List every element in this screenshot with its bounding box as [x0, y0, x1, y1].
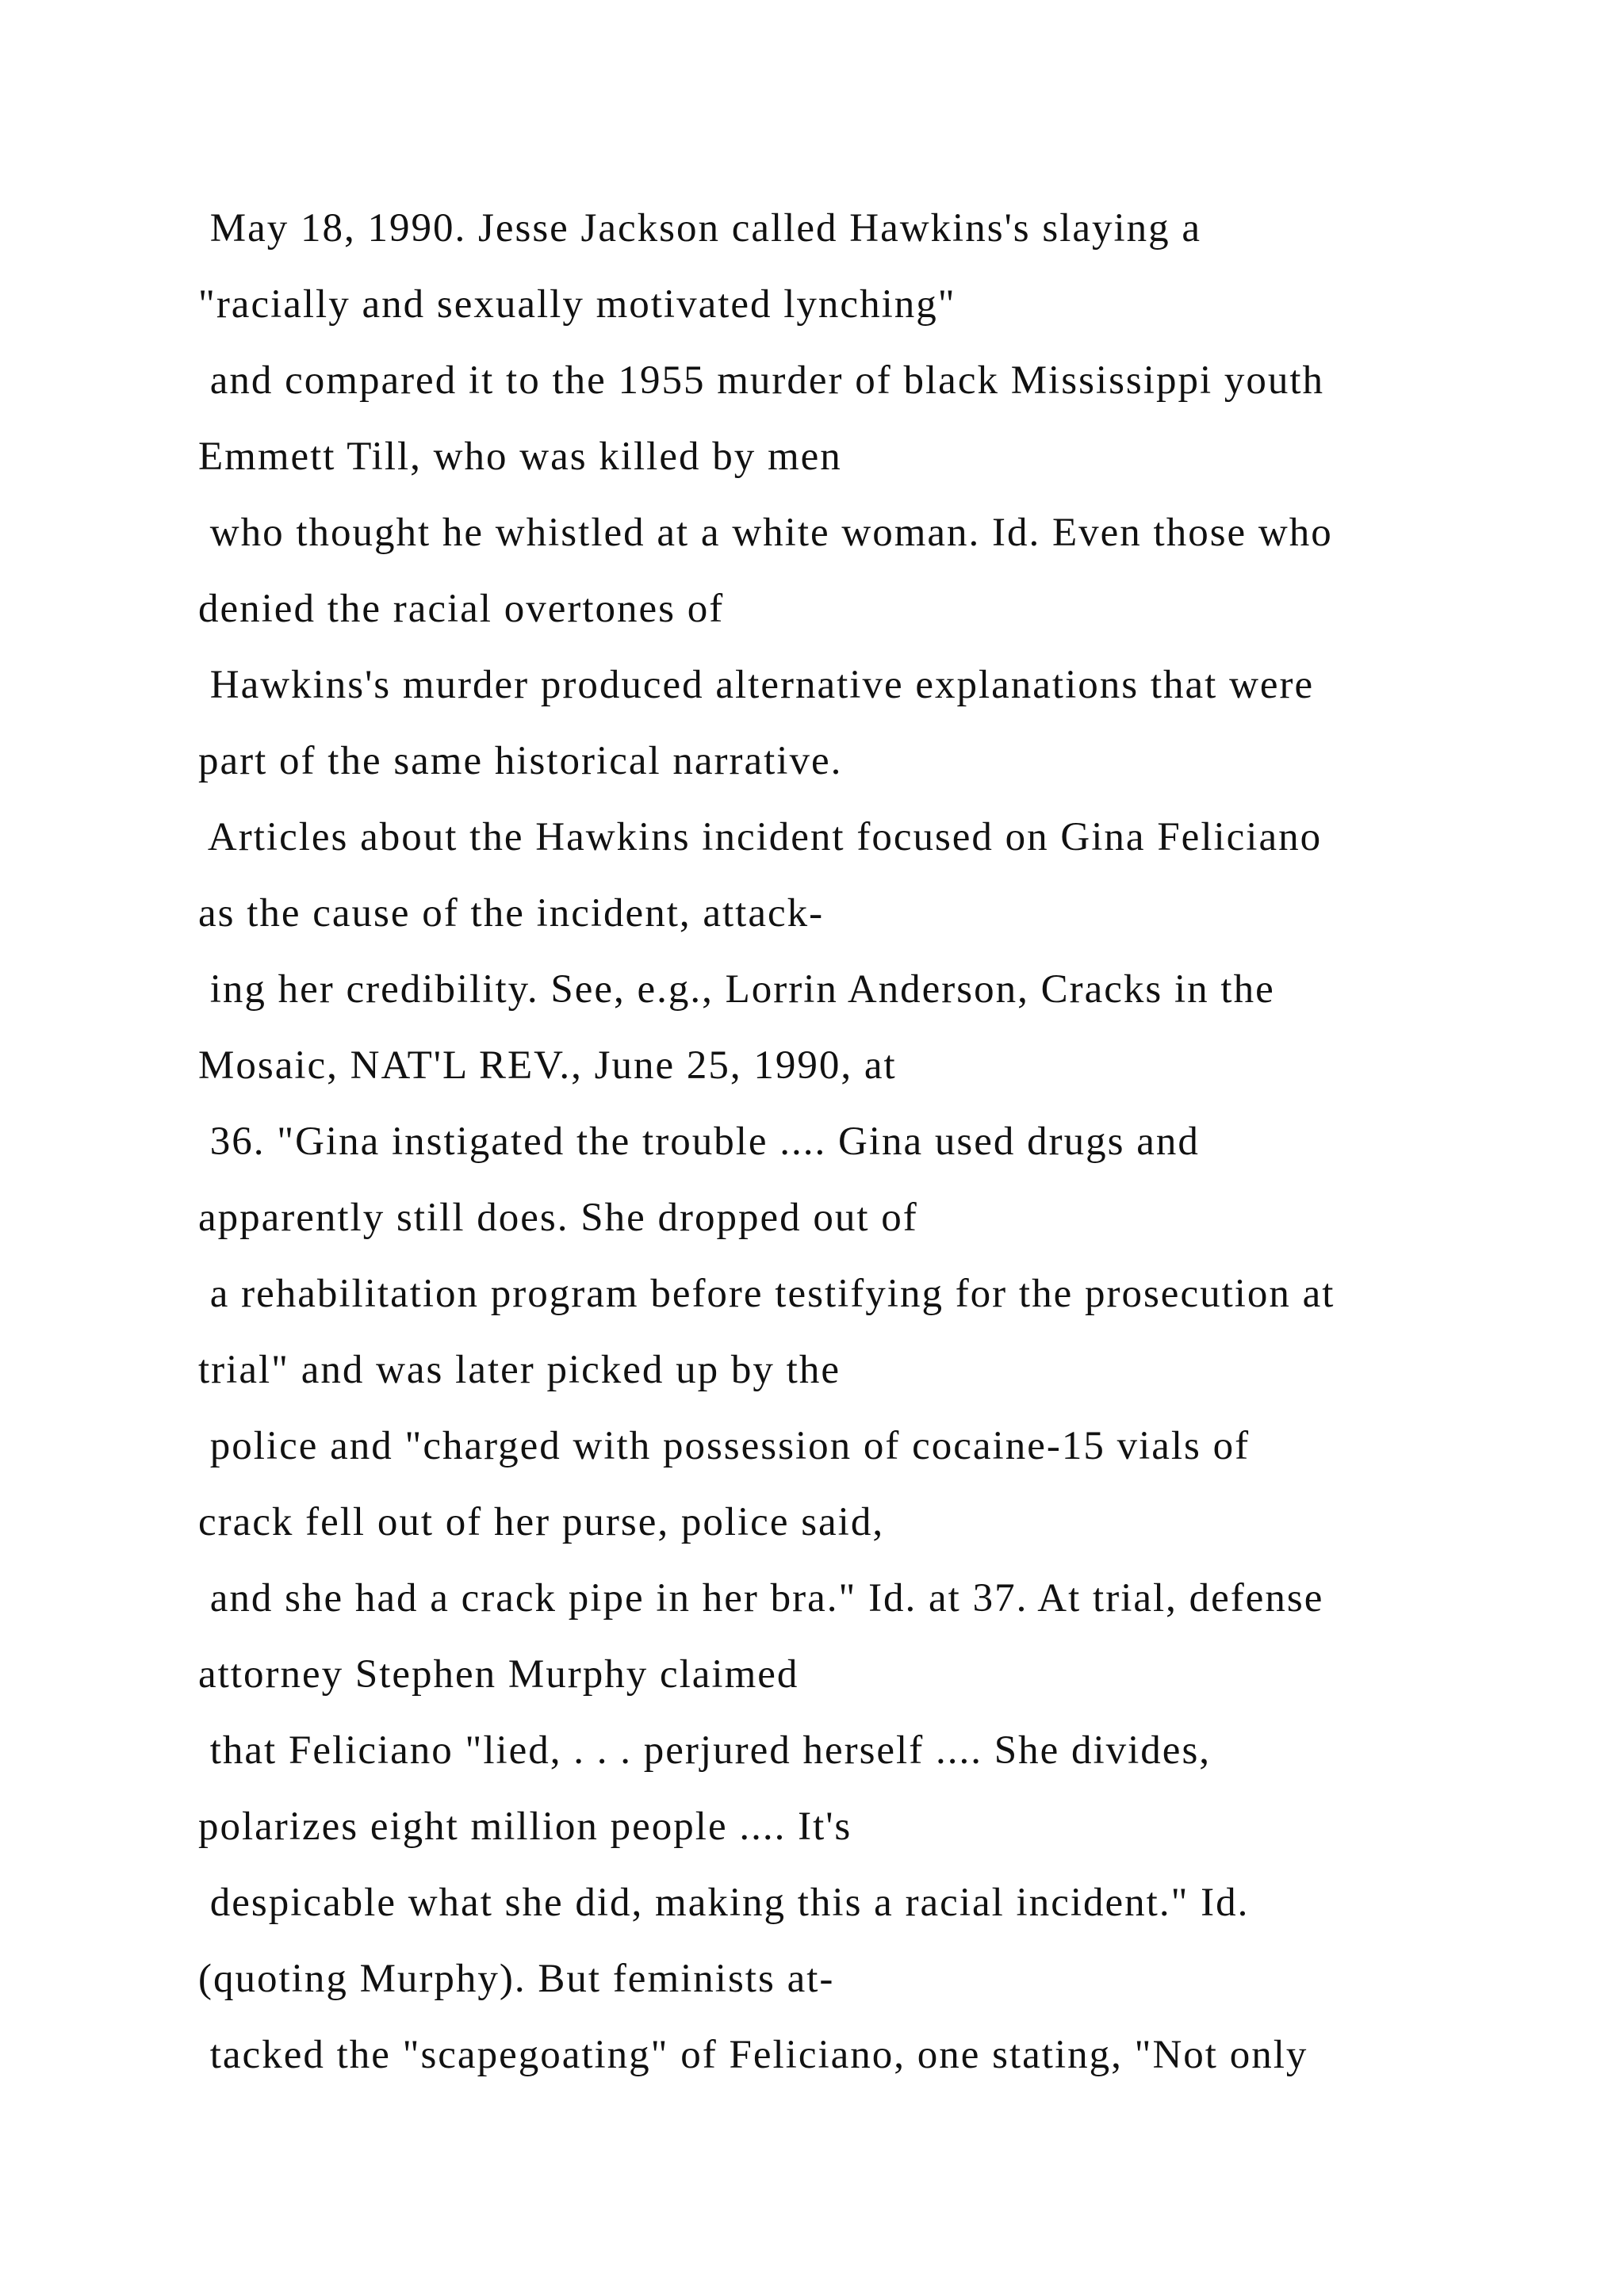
text-line: "racially and sexually motivated lynching" [198, 282, 956, 327]
text-line: and compared it to the 1955 murder of black Mississippi youth [198, 358, 1325, 403]
text-line: part of the same historical narrative. [198, 739, 843, 783]
text-line: polarizes eight million people .... It's [198, 1804, 852, 1849]
text-line: as the cause of the incident, attack- [198, 891, 825, 936]
text-line: crack fell out of her purse, police said, [198, 1500, 885, 1544]
body-text [198, 190, 1594, 2093]
text-line: tacked the "scapegoating" of Feliciano, one stating, "Not only [198, 2033, 1308, 2077]
text-line: (quoting Murphy). But feminists at- [198, 1957, 835, 2001]
text-line: 36. "Gina instigated the trouble .... Gina used drugs and [198, 1119, 1200, 1164]
text-line: denied the racial overtones of [198, 587, 725, 631]
text-line: police and "charged with possession of cocaine-15 vials of [198, 1424, 1251, 1468]
text-line: despicable what she did, making this a racial incident." Id. [198, 1881, 1250, 1925]
text-line: a rehabilitation program before testifying for the prosecution at [198, 1272, 1335, 1316]
text-line: Mosaic, NAT'L REV., June 25, 1990, at [198, 1043, 897, 1088]
text-line: apparently still does. She dropped out of [198, 1196, 918, 1240]
text-line: and she had a crack pipe in her bra." Id. at 37. At trial, defense [198, 1576, 1324, 1621]
text-line: May 18, 1990. Jesse Jackson called Hawkins's slaying a [198, 206, 1202, 251]
text-line: Articles about the Hawkins incident focused on Gina Feliciano [198, 815, 1323, 859]
text-line: ing her credibility. See, e.g., Lorrin Anderson, Cracks in the [198, 967, 1275, 1012]
text-line: who thought he whistled at a white woman. Id. Even those who [198, 511, 1333, 555]
text-line: that Feliciano "lied, . . . perjured herself .... She divides, [198, 1728, 1212, 1773]
text-line: Hawkins's murder produced alternative explanations that were [198, 663, 1315, 707]
text-line: trial" and was later picked up by the [198, 1348, 841, 1392]
text-line: Emmett Till, who was killed by men [198, 434, 842, 479]
text-line: attorney Stephen Murphy claimed [198, 1652, 799, 1697]
